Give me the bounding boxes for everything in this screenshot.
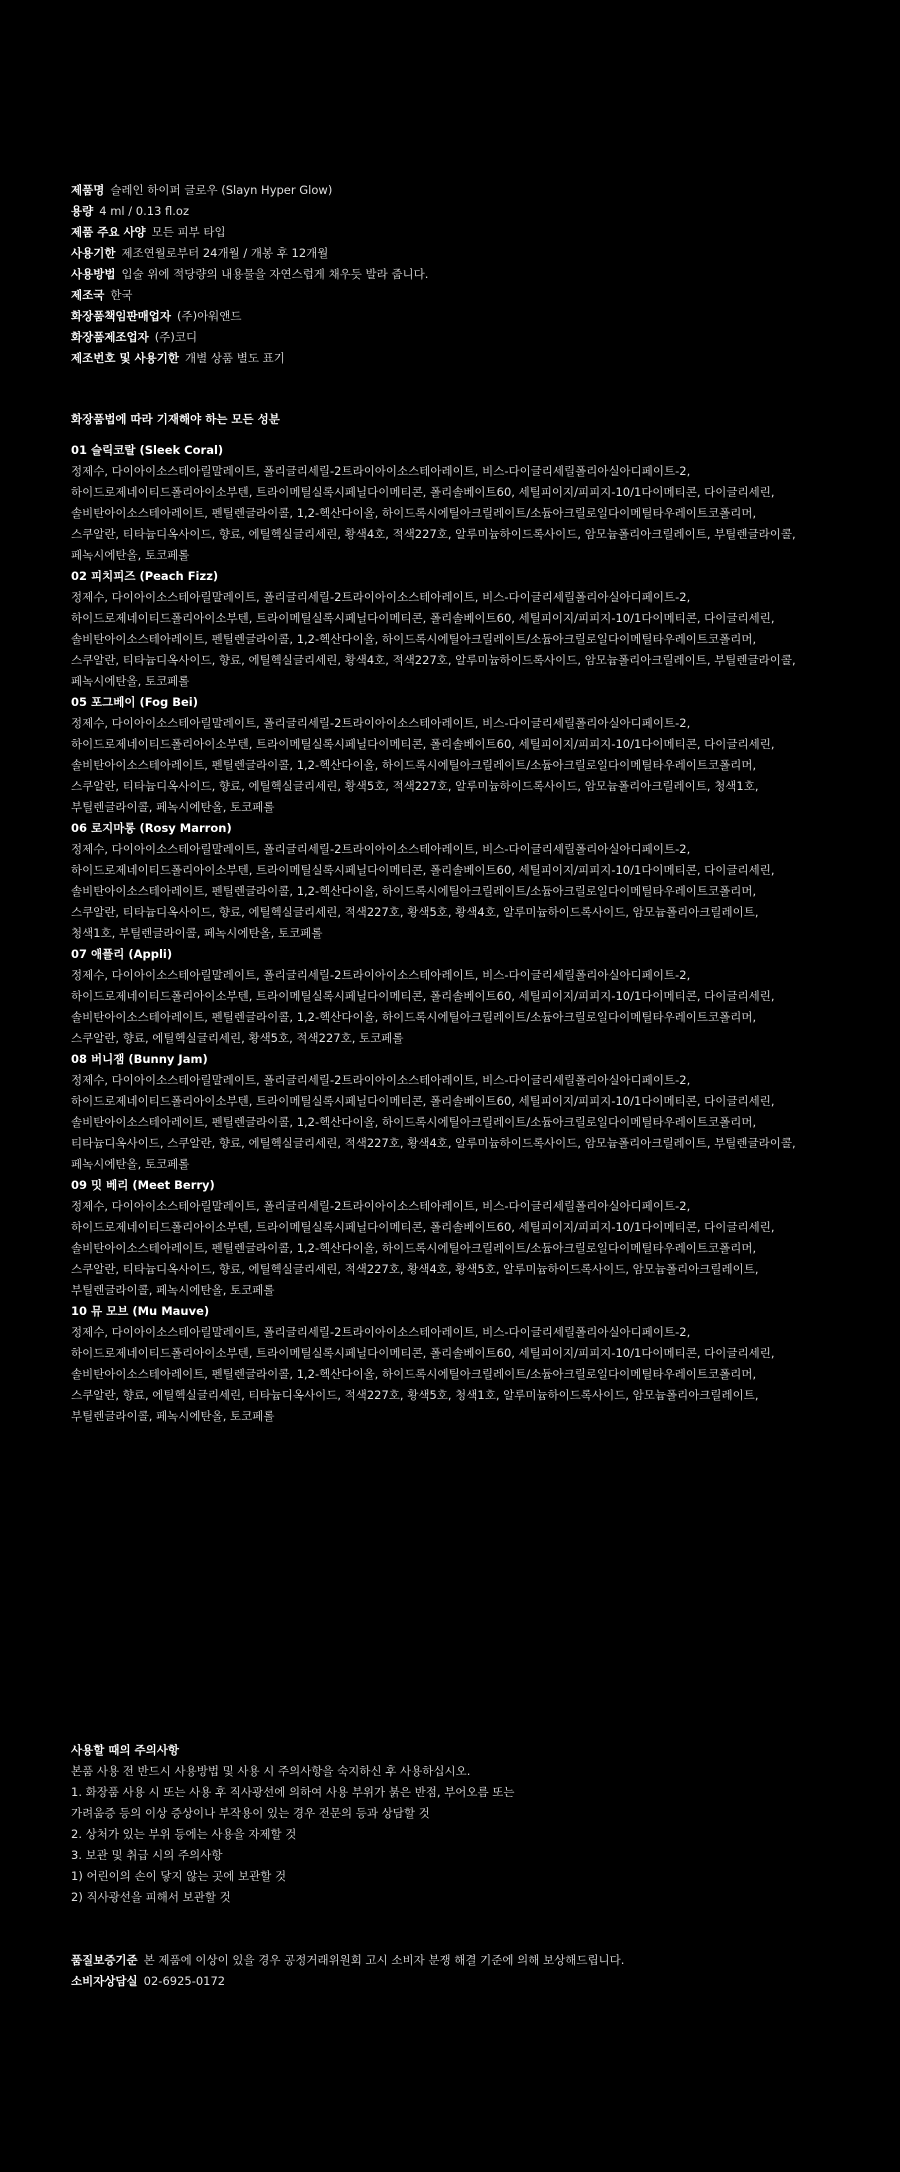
ingredient-item <box>71 1175 851 1301</box>
ingredient-item <box>71 1049 851 1175</box>
caution-line: 2. 상처가 있는 부위 등에는 사용을 자제할 것 <box>71 1827 297 1841</box>
spec-seller: 화장품책임판매업자 (주)아워앤드 <box>71 309 242 323</box>
shade-name: 10 뮤 모브 (Mu Mauve) <box>71 1304 210 1318</box>
cautions-title: 사용할 때의 주의사항 <box>71 1743 179 1757</box>
shade-name: 07 애플리 (Appli) <box>71 947 173 961</box>
shade-ingredients: 정제수, 다이아이소스테아릴말레이트, 폴리글리세릴-2트라이아이소스테아레이트, 비스-다이글리세릴폴리아실아디페이트-2, 하이드로제네이티드폴리아이소부텐, 트라이메틸실록시페닐다이메티콘, 폴리솔베이트60, 세틸피이지/피피지-10/1다이메티콘, 다이글리세린, 솔비탄아이소스테아레이트, 펜틸렌글라이콜, 1,2-헥산다이올, 하이드록시에틸아크릴레이트/소듐아크릴로일다이메틸타우레이트코폴리머, 스쿠알란, 티타늄디옥사이드, 향료, 에틸헥실글리세린, 황색4호, 적색227호, 알루미늄하이드록사이드, 암모늄폴리아크릴레이트, 부틸렌글라이콜, 페녹시에탄올, 토코페롤 <box>71 464 796 562</box>
ingredients-section <box>71 409 851 1427</box>
shade-ingredients: 정제수, 다이아이소스테아릴말레이트, 폴리글리세릴-2트라이아이소스테아레이트, 비스-다이글리세릴폴리아실아디페이트-2, 하이드로제네이티드폴리아이소부텐, 트라이메틸실록시페닐다이메티콘, 폴리솔베이트60, 세틸피이지/피피지-10/1다이메티콘, 다이글리세린, 솔비탄아이소스테아레이트, 펜틸렌글라이콜, 1,2-헥산다이올, 하이드록시에틸아크릴레이트/소듐아크릴로일다이메틸타우레이트코폴리머, 스쿠알란, 티타늄디옥사이드, 향료, 에틸헥실글리세린, 적색227호, 황색4호, 황색5호, 알루미늄하이드록사이드, 암모늄폴리아크릴레이트, 부틸렌글라이콜, 페녹시에탄올, 토코페롤 <box>71 1199 775 1297</box>
cautions-section <box>71 1740 851 1908</box>
shade-ingredients: 정제수, 다이아이소스테아릴말레이트, 폴리글리세릴-2트라이아이소스테아레이트, 비스-다이글리세릴폴리아실아디페이트-2, 하이드로제네이티드폴리아이소부텐, 트라이메틸실록시페닐다이메티콘, 폴리솔베이트60, 세틸피이지/피피지-10/1다이메티콘, 다이글리세린, 솔비탄아이소스테아레이트, 펜틸렌글라이콜, 1,2-헥산다이올, 하이드록시에틸아크릴레이트/소듐아크릴로일다이메틸타우레이트코폴리머, 스쿠알란, 향료, 에틸헥실글리세린, 티타늄디옥사이드, 적색227호, 황색5호, 청색1호, 알루미늄하이드록사이드, 암모늄폴리아크릴레이트, 부틸렌글라이콜, 페녹시에탄올, 토코페롤 <box>71 1325 775 1423</box>
ingredients-title: 화장품법에 따라 기재해야 하는 모든 성분 <box>71 412 280 426</box>
spec-usage: 사용방법 입술 위에 적당량의 내용물을 자연스럽게 채우듯 발라 줍니다. <box>71 267 429 281</box>
quality-section <box>71 1950 851 1992</box>
shade-name: 06 로지마롱 (Rosy Marron) <box>71 821 232 835</box>
spec-main-spec: 제품 주요 사양 모든 피부 타입 <box>71 225 226 239</box>
spec-expiry: 사용기한 제조연월로부터 24개월 / 개봉 후 12개월 <box>71 246 329 260</box>
caution-line: 3. 보관 및 취급 시의 주의사항 <box>71 1848 223 1862</box>
shade-name: 01 슬릭코랄 (Sleek Coral) <box>71 443 224 457</box>
caution-line: 1) 어린이의 손이 닿지 않는 곳에 보관할 것 <box>71 1869 287 1883</box>
shade-name: 08 버니잼 (Bunny Jam) <box>71 1052 208 1066</box>
caution-line: 본품 사용 전 반드시 사용방법 및 사용 시 주의사항을 숙지하신 후 사용하십시오. <box>71 1764 471 1778</box>
ingredient-item <box>71 944 851 1049</box>
spec-country: 제조국 한국 <box>71 288 133 302</box>
quality-standard: 품질보증기준 본 제품에 이상이 있을 경우 공정거래위원회 고시 소비자 분쟁 해결 기준에 의해 보상해드립니다. <box>71 1953 625 1967</box>
shade-ingredients: 정제수, 다이아이소스테아릴말레이트, 폴리글리세릴-2트라이아이소스테아레이트, 비스-다이글리세릴폴리아실아디페이트-2, 하이드로제네이티드폴리아이소부텐, 트라이메틸실록시페닐다이메티콘, 폴리솔베이트60, 세틸피이지/피피지-10/1다이메티콘, 다이글리세린, 솔비탄아이소스테아레이트, 펜틸렌글라이콜, 1,2-헥산다이올, 하이드록시에틸아크릴레이트/소듐아크릴로일다이메틸타우레이트코폴리머, 스쿠알란, 티타늄디옥사이드, 향료, 에틸헥실글리세린, 황색4호, 적색227호, 알루미늄하이드록사이드, 암모늄폴리아크릴레이트, 부틸렌글라이콜, 페녹시에탄올, 토코페롤 <box>71 590 796 688</box>
shade-ingredients: 정제수, 다이아이소스테아릴말레이트, 폴리글리세릴-2트라이아이소스테아레이트, 비스-다이글리세릴폴리아실아디페이트-2, 하이드로제네이티드폴리아이소부텐, 트라이메틸실록시페닐다이메티콘, 폴리솔베이트60, 세틸피이지/피피지-10/1다이메티콘, 다이글리세린, 솔비탄아이소스테아레이트, 펜틸렌글라이콜, 1,2-헥산다이올, 하이드록시에틸아크릴레이트/소듐아크릴로일다이메틸타우레이트코폴리머, 스쿠알란, 티타늄디옥사이드, 향료, 에틸헥실글리세린, 황색5호, 적색227호, 알루미늄하이드록사이드, 암모늄폴리아크릴레이트, 청색1호, 부틸렌글라이콜, 페녹시에탄올, 토코페롤 <box>71 716 775 814</box>
caution-line: 2) 직사광선을 피해서 보관할 것 <box>71 1890 231 1904</box>
product-specs <box>71 180 851 369</box>
shade-ingredients: 정제수, 다이아이소스테아릴말레이트, 폴리글리세릴-2트라이아이소스테아레이트, 비스-다이글리세릴폴리아실아디페이트-2, 하이드로제네이티드폴리아이소부텐, 트라이메틸실록시페닐다이메티콘, 폴리솔베이트60, 세틸피이지/피피지-10/1다이메티콘, 다이글리세린, 솔비탄아이소스테아레이트, 펜틸렌글라이콜, 1,2-헥산다이올, 하이드록시에틸아크릴레이트/소듐아크릴로일다이메틸타우레이트코폴리머, 스쿠알란, 티타늄디옥사이드, 향료, 에틸헥실글리세린, 적색227호, 황색5호, 황색4호, 알루미늄하이드록사이드, 암모늄폴리아크릴레이트, 청색1호, 부틸렌글라이콜, 페녹시에탄올, 토코페롤 <box>71 842 775 940</box>
ingredient-item <box>71 692 851 818</box>
caution-line: 가려움증 등의 이상 증상이나 부작용이 있는 경우 전문의 등과 상담할 것 <box>71 1806 430 1820</box>
spec-product-name: 제품명 슬레인 하이퍼 글로우 (Slayn Hyper Glow) <box>71 183 333 197</box>
caution-line: 1. 화장품 사용 시 또는 사용 후 직사광선에 의하여 사용 부위가 붉은 반점, 부어오름 또는 <box>71 1785 515 1799</box>
spec-lot-expiry: 제조번호 및 사용기한 개별 상품 별도 표기 <box>71 351 285 365</box>
ingredient-item <box>71 818 851 944</box>
ingredient-item <box>71 1301 851 1427</box>
consumer-center: 소비자상담실 02-6925-0172 <box>71 1974 226 1988</box>
shade-name: 05 포그베이 (Fog Bei) <box>71 695 198 709</box>
ingredient-item <box>71 440 851 566</box>
shade-ingredients: 정제수, 다이아이소스테아릴말레이트, 폴리글리세릴-2트라이아이소스테아레이트, 비스-다이글리세릴폴리아실아디페이트-2, 하이드로제네이티드폴리아이소부텐, 트라이메틸실록시페닐다이메티콘, 폴리솔베이트60, 세틸피이지/피피지-10/1다이메티콘, 다이글리세린, 솔비탄아이소스테아레이트, 펜틸렌글라이콜, 1,2-헥산다이올, 하이드록시에틸아크릴레이트/소듐아크릴로일다이메틸타우레이트코폴리머, 티타늄디옥사이드, 스쿠알란, 향료, 에틸헥실글리세린, 적색227호, 황색4호, 알루미늄하이드록사이드, 암모늄폴리아크릴레이트, 부틸렌글라이콜, 페녹시에탄올, 토코페롤 <box>71 1073 796 1171</box>
shade-name: 02 피치피즈 (Peach Fizz) <box>71 569 219 583</box>
spec-volume: 용량 4 ml / 0.13 fl.oz <box>71 204 190 218</box>
spec-manufacturer: 화장품제조업자 (주)코디 <box>71 330 198 344</box>
shade-ingredients: 정제수, 다이아이소스테아릴말레이트, 폴리글리세릴-2트라이아이소스테아레이트, 비스-다이글리세릴폴리아실아디페이트-2, 하이드로제네이티드폴리아이소부텐, 트라이메틸실록시페닐다이메티콘, 폴리솔베이트60, 세틸피이지/피피지-10/1다이메티콘, 다이글리세린, 솔비탄아이소스테아레이트, 펜틸렌글라이콜, 1,2-헥산다이올, 하이드록시에틸아크릴레이트/소듐아크릴로일다이메틸타우레이트코폴리머, 스쿠알란, 향료, 에틸헥실글리세린, 황색5호, 적색227호, 토코페롤 <box>71 968 775 1045</box>
ingredient-item <box>71 566 851 692</box>
shade-name: 09 밋 베리 (Meet Berry) <box>71 1178 215 1192</box>
